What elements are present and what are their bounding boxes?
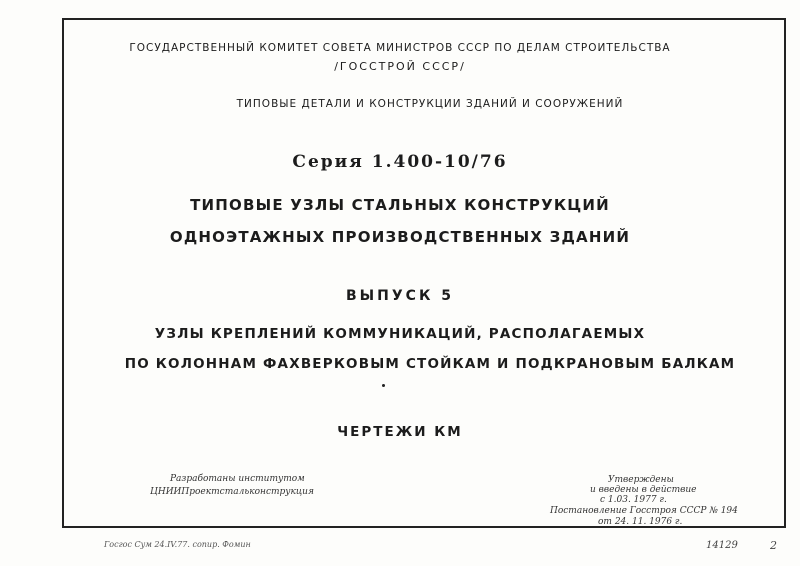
committee-heading: ГОСУДАРСТВЕННЫЙ КОМИТЕТ СОВЕТА МИНИСТРОВ СССР ПО ДЕЛАМ СТРОИТЕЛЬСТВА: [129, 42, 671, 54]
typical-details-heading: ТИПОВЫЕ ДЕТАЛИ И КОНСТРУКЦИИ ЗДАНИЙ И СООРУЖЕНИЙ: [236, 98, 624, 110]
series-label: Серия 1.400-10/76: [292, 152, 508, 172]
approval-line-1: Утверждены: [608, 475, 674, 485]
issue-subtitle-2: ПО КОЛОННАМ ФАХВЕРКОВЫМ СТОЙКАМ И ПОДКРАНОВЫМ БАЛКАМ: [124, 356, 736, 372]
title-line-2: ОДНОЭТАЖНЫХ ПРОИЗВОДСТВЕННЫХ ЗДАНИЙ: [169, 228, 631, 246]
approval-line-3: с 1.03. 1977 г.: [600, 495, 667, 505]
bottom-handwritten-note: Госгос Сум 24.IV.77. сопир. Фомин: [104, 540, 251, 549]
inventory-number: 14129: [706, 540, 738, 551]
developer-line-1: Разработаны институтом: [170, 474, 305, 484]
approval-line-4: Постановление Госстроя СССР № 194: [550, 506, 738, 516]
developer-line-2: ЦНИИПроектстальконструкция: [150, 487, 314, 497]
approval-line-2: и введены в действие: [590, 485, 697, 495]
issue-label: ВЫПУСК 5: [345, 288, 455, 304]
stray-dot: [382, 384, 385, 387]
title-line-1: ТИПОВЫЕ УЗЛЫ СТАЛЬНЫХ КОНСТРУКЦИЙ: [190, 196, 610, 214]
approval-line-5: от 24. 11. 1976 г.: [598, 517, 683, 527]
drawing-frame: [62, 18, 786, 528]
gosstroy-heading: /ГОССТРОЙ СССР/: [334, 60, 466, 73]
sheet-number: 2: [770, 539, 777, 552]
drawings-label: ЧЕРТЕЖИ КМ: [337, 424, 463, 440]
issue-subtitle-1: УЗЛЫ КРЕПЛЕНИЙ КОММУНИКАЦИЙ, РАСПОЛАГАЕМЫХ: [154, 326, 646, 342]
